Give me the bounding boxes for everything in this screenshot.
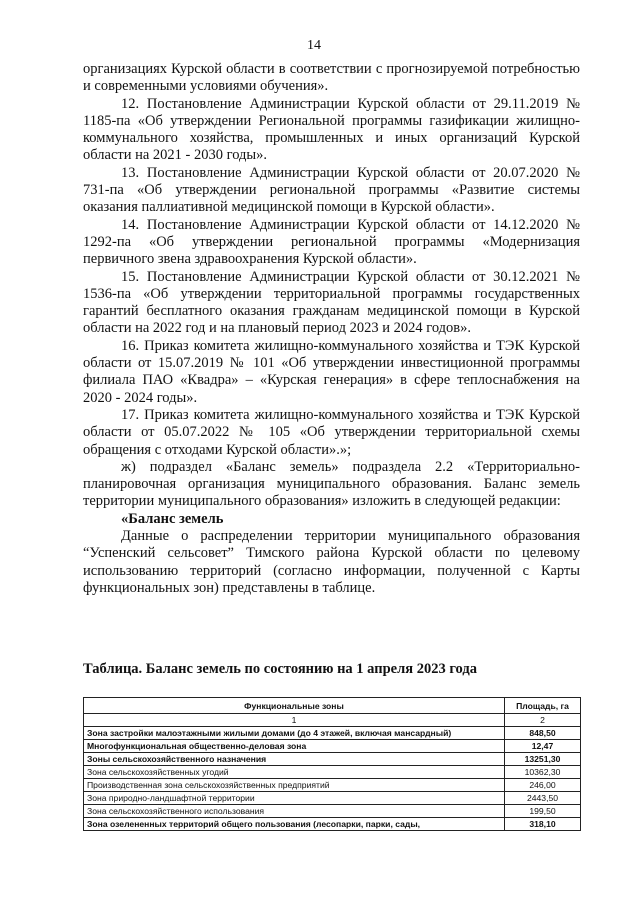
table-row <box>84 818 581 831</box>
zone-area: 199,50 <box>505 805 581 818</box>
zone-area: 2443,50 <box>505 792 581 805</box>
table-header-row <box>84 698 581 714</box>
paragraph-continuation: организациях Курской области в соответствии с прогнозируемой потребностью и современными условиями обучения». <box>83 61 580 95</box>
zone-area: 246,00 <box>505 779 581 792</box>
table-row <box>84 727 581 740</box>
paragraph-item-16: 16. Приказ комитета жилищно-коммунального хозяйства и ТЭК Курской области от 15.07.2019 № 101 «Об утверждении инвестиционной программы филиала ПАО «Квадра» – «Курская генерация» в сфере теплоснабжения на 2020 - 2024 годы». <box>83 337 580 406</box>
zone-name: Зона застройки малоэтажными жилыми домами (до 4 этажей, включая мансардный) <box>84 727 505 740</box>
column-number: 1 <box>84 714 505 727</box>
zone-name: Зоны сельскохозяйственного назначения <box>84 753 505 766</box>
zone-area: 13251,30 <box>505 753 581 766</box>
header-zones: Функциональные зоны <box>84 698 505 714</box>
table-row <box>84 740 581 753</box>
column-number: 2 <box>505 714 581 727</box>
table-row <box>84 805 581 818</box>
table-row <box>84 766 581 779</box>
paragraph-item-13: 13. Постановление Администрации Курской области от 20.07.2020 № 731-па «Об утверждении региональной программы «Развитие системы оказания паллиативной медицинской помощи в Курской области». <box>83 164 580 216</box>
table-row <box>84 792 581 805</box>
zone-name: Зона сельскохозяйственного использования <box>84 805 505 818</box>
header-area: Площадь, га <box>505 698 581 714</box>
paragraph-subsection-zh: ж) подраздел «Баланс земель» подраздела 2.2 «Территориально-планировочная организация муниципального образования. Баланс земель территории муниципального образования» изложить в следующей редакции: <box>83 458 580 510</box>
section-heading: «Баланс земель <box>121 510 224 527</box>
paragraph-item-15: 15. Постановление Администрации Курской области от 30.12.2021 № 1536-па «Об утверждении территориальной программы государственных гарантий бесплатного оказания гражданам медицинской помощи в Курской области на 2022 год и на плановый период 2023 и 2024 годов». <box>83 268 580 337</box>
zone-name: Зона озелененных территорий общего пользования (лесопарки, парки, сады, <box>84 818 505 831</box>
column-number-row <box>84 714 581 727</box>
zone-name: Многофункциональная общественно-деловая зона <box>84 740 505 753</box>
paragraph-item-14: 14. Постановление Администрации Курской области от 14.12.2020 № 1292-па «Об утверждении региональной программы «Модернизация первичного звена здравоохранения Курской области». <box>83 216 580 268</box>
zone-name: Производственная зона сельскохозяйственных предприятий <box>84 779 505 792</box>
zone-name: Зона сельскохозяйственных угодий <box>84 766 505 779</box>
zone-area: 848,50 <box>505 727 581 740</box>
zone-name: Зона природно-ландшафтной территории <box>84 792 505 805</box>
zone-area: 12,47 <box>505 740 581 753</box>
page-number: 14 <box>307 38 321 53</box>
zone-area: 318,10 <box>505 818 581 831</box>
table-caption: Таблица. Баланс земель по состоянию на 1 апреля 2023 года <box>83 661 477 677</box>
land-balance-table <box>83 697 581 831</box>
zone-area: 10362,30 <box>505 766 581 779</box>
table-row <box>84 753 581 766</box>
paragraph-land-data: Данные о распределении территории муниципального образования “Успенский сельсовет” Тимского района Курской области по целевому использованию территорий (согласно информации, полученной с Карты функциональных зон) представлены в таблице. <box>83 528 580 596</box>
body-text <box>83 61 580 597</box>
table-row <box>84 779 581 792</box>
paragraph-item-17: 17. Приказ комитета жилищно-коммунального хозяйства и ТЭК Курской области от 05.07.2022 № 105 «Об утверждении территориальной схемы обращения с отходами Курской области».»; <box>83 406 580 458</box>
paragraph-item-12: 12. Постановление Администрации Курской области от 29.11.2019 № 1185-па «Об утверждении Региональной программы газификации жилищно-коммунального хозяйства, промышленных и иных организаций Курской области на 2021 - 2030 годы». <box>83 95 580 164</box>
